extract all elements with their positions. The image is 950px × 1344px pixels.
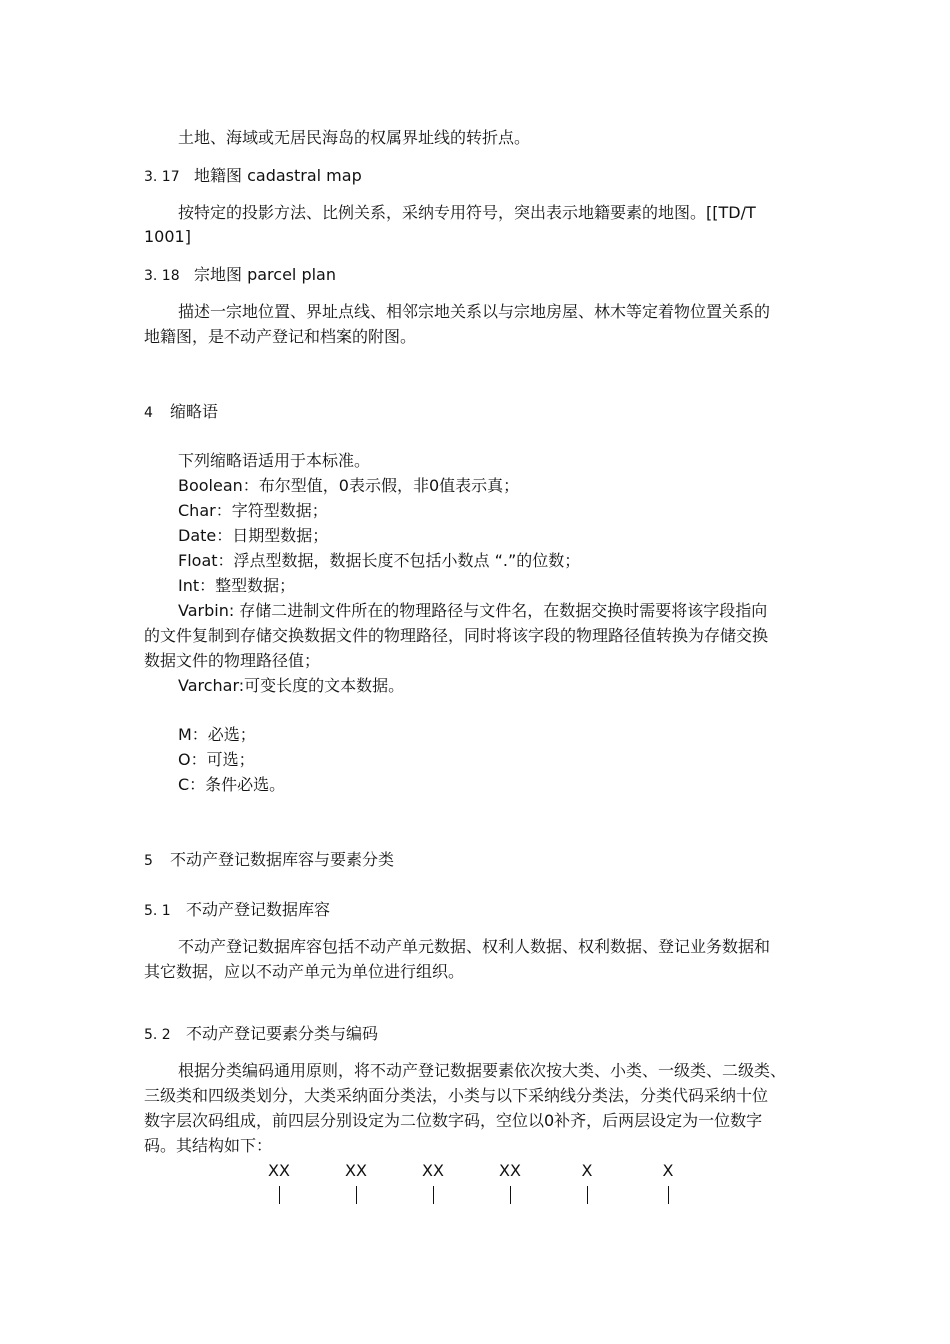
paragraph-line: 数字层次码组成，前四层分别设定为二位数字码，空位以0补齐，后两层设定为一位数字 [144, 1111, 763, 1130]
section-heading-3-18 [144, 262, 336, 289]
paragraph-line: 1001] [144, 227, 191, 246]
section-title: 宗地图 parcel plan [194, 265, 336, 284]
section-title: 不动产登记要素分类与编码 [186, 1024, 379, 1043]
abbr-mandatory: M：必选； [178, 725, 256, 744]
section-number: 5. 2 [144, 1027, 171, 1043]
abbr-boolean: Boolean：布尔型值，0表示假，非0值表示真； [178, 476, 520, 495]
abbr-varbin: Varbin: 存储二进制文件所在的物理路径与文件名，在数据交换时需要将该字段指向 [178, 601, 768, 620]
paragraph-line: 地籍图，是不动产登记和档案的附图。 [144, 327, 417, 346]
code-segment: XX [499, 1161, 521, 1180]
section-heading-5-2 [144, 1021, 378, 1048]
section-heading-4 [144, 399, 218, 426]
connector-line [668, 1186, 669, 1204]
section-number: 3. 17 [144, 169, 180, 185]
abbr-conditional: C：条件必选。 [178, 775, 286, 794]
code-segment: X [581, 1161, 593, 1180]
code-segment: XX [345, 1161, 367, 1180]
abbr-char: Char：字符型数据； [178, 501, 328, 520]
code-segment: XX [268, 1161, 290, 1180]
abbr-date: Date：日期型数据； [178, 526, 329, 545]
section-title: 缩略语 [170, 402, 219, 421]
section-number: 3. 18 [144, 268, 180, 284]
connector-line [356, 1186, 357, 1204]
connector-line [279, 1186, 280, 1204]
paragraph-line: 描述一宗地位置、界址点线、相邻宗地关系以与宗地房屋、林木等定着物位置关系的 [178, 302, 771, 321]
section-number: 4 [144, 405, 153, 421]
section-heading-3-17 [144, 163, 362, 190]
paragraph-line: 不动产登记数据库容包括不动产单元数据、权利人数据、权利数据、登记业务数据和 [178, 937, 771, 956]
section-title: 不动产登记数据库容 [186, 900, 331, 919]
definition-3-16: 土地、海域或无居民海岛的权属界址线的转折点。 [178, 128, 531, 147]
section-number: 5 [144, 853, 153, 869]
paragraph-line: 其它数据，应以不动产单元为单位进行组织。 [144, 962, 465, 981]
connector-line [510, 1186, 511, 1204]
abbr-optional: O：可选； [178, 750, 255, 769]
section-heading-5 [144, 847, 394, 874]
code-segment: XX [422, 1161, 444, 1180]
section-number: 5. 1 [144, 903, 171, 919]
abbr-varchar: Varchar:可变长度的文本数据。 [178, 676, 405, 695]
abbr-intro: 下列缩略语适用于本标准。 [178, 451, 371, 470]
abbr-varbin-cont: 数据文件的物理路径值； [144, 651, 321, 670]
section-title: 不动产登记数据库容与要素分类 [170, 850, 395, 869]
paragraph-line: 三级类和四级类划分，大类采纳面分类法，小类与以下采纳线分类法，分类代码采纳十位 [144, 1086, 769, 1105]
code-segment: X [662, 1161, 674, 1180]
section-heading-5-1 [144, 897, 330, 924]
abbr-float: Float：浮点型数据，数据长度不包括小数点 “.”的位数； [178, 551, 581, 570]
paragraph-line: 码。其结构如下： [144, 1136, 273, 1155]
connector-line [433, 1186, 434, 1204]
paragraph-line: 按特定的投影方法、比例关系，采纳专用符号，突出表示地籍要素的地图。[[TD/T [178, 203, 756, 222]
connector-line [587, 1186, 588, 1204]
section-title: 地籍图 cadastral map [194, 166, 362, 185]
abbr-varbin-cont: 的文件复制到存储交换数据文件的物理路径，同时将该字段的物理路径值转换为存储交换 [144, 626, 769, 645]
abbr-int: Int：整型数据； [178, 576, 296, 595]
paragraph-line: 根据分类编码通用原则，将不动产登记数据要素依次按大类、小类、一级类、二级类、 [178, 1061, 787, 1080]
